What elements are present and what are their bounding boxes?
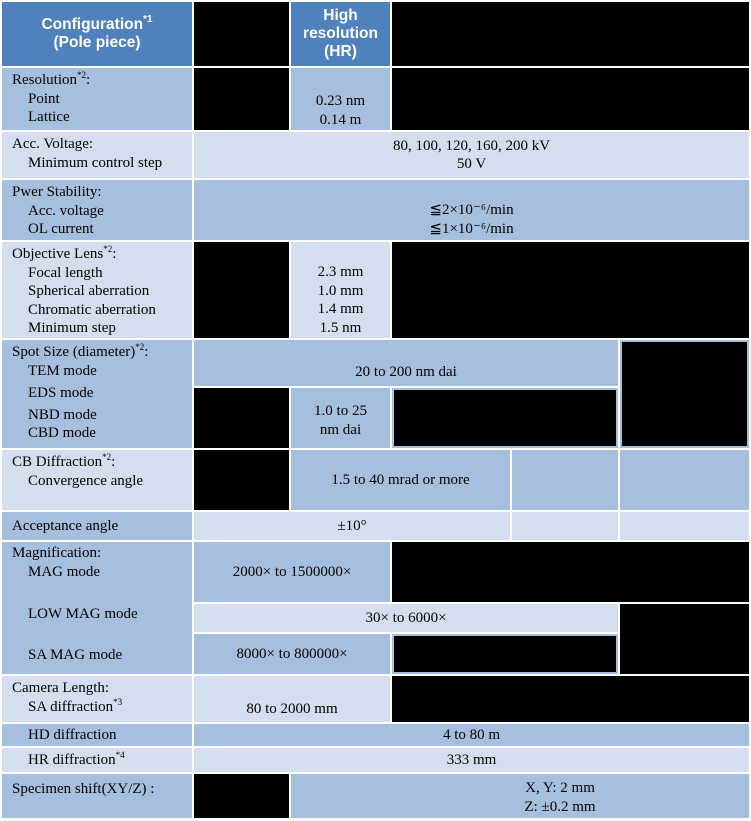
redacted-cell [194, 242, 289, 338]
low-mag-mode-value: 30× to 6000× [194, 604, 618, 632]
camera-length-label: Camera Length: SA diffraction$^{*3}$ [2, 676, 192, 722]
mag-mode-value: 2000× to 1500000× [194, 542, 390, 602]
spot-size-tem-value: 20 to 200 nm dai [194, 340, 618, 386]
hr-header: High resolution (HR) [291, 2, 390, 66]
objective-lens-label: Objective Lens$^{*2}$: Focal length Spherical aberration Chromatic aberration Minimum step [2, 242, 192, 338]
sa-mag-mode-value: 8000× to 800000× [194, 634, 390, 674]
redacted-cell [194, 388, 289, 448]
hd-diffraction-value: 4 to 80 m [194, 724, 749, 746]
resolution-hr-value: 0.23 nm 0.14 m [291, 68, 390, 130]
acc-voltage-label: Acc. Voltage: Minimum control step [2, 132, 192, 178]
empty-cell [620, 512, 749, 540]
cb-diffraction-value: 1.5 to 40 mrad or more [291, 450, 510, 510]
redacted-cell [194, 68, 289, 130]
hd-diffraction-label: HD diffraction [2, 724, 192, 746]
power-stability-label: Pwer Stability: Acc. voltage OL current [2, 180, 192, 240]
cb-diffraction-label: CB Diffraction$^{*2}$: Convergence angle [2, 450, 192, 510]
redacted-cell [620, 604, 749, 674]
redacted-cell [392, 68, 749, 130]
redacted-cell [392, 242, 749, 338]
acceptance-angle-value: ±10° [194, 512, 510, 540]
redacted-cell [392, 676, 749, 722]
redacted-cell [194, 2, 289, 66]
redacted-cell [620, 340, 749, 448]
hr-diffraction-value: 333 mm [194, 748, 749, 772]
redacted-cell [194, 450, 289, 510]
acceptance-angle-label: Acceptance angle [2, 512, 192, 540]
specimen-shift-label: Specimen shift(XY/Z) : [2, 774, 192, 818]
empty-cell [512, 450, 618, 510]
redacted-cell [392, 388, 618, 448]
redacted-cell [392, 542, 749, 602]
empty-cell [512, 512, 618, 540]
empty-cell [620, 450, 749, 510]
acc-voltage-value: 80, 100, 120, 160, 200 kV 50 V [194, 132, 749, 178]
magnification-label: Magnification: MAG mode LOW MAG mode SA MAG mode [2, 542, 192, 674]
power-stability-value: ≦2×10⁻⁶/min ≦1×10⁻⁶/min [194, 180, 749, 240]
spot-size-hr-value: 1.0 to 25 nm dai [291, 388, 390, 448]
redacted-cell [194, 774, 289, 818]
objective-lens-hr-value: 2.3 mm 1.0 mm 1.4 mm 1.5 nm [291, 242, 390, 338]
specimen-shift-value: X, Y: 2 mm Z: ±0.2 mm [291, 774, 749, 818]
config-header: Configuration$^{*1}$ (Pole piece) [2, 2, 192, 66]
sa-diffraction-value: 80 to 2000 mm [194, 676, 390, 722]
redacted-cell [392, 2, 749, 66]
hr-diffraction-label: HR diffraction$^{*4}$ [2, 748, 192, 772]
redacted-cell [392, 634, 618, 674]
resolution-label: Resolution$^{*2}$: Point Lattice [2, 68, 192, 130]
spot-size-label: Spot Size (diameter)$^{*2}$: TEM mode EDS mode NBD mode CBD mode [2, 340, 192, 448]
